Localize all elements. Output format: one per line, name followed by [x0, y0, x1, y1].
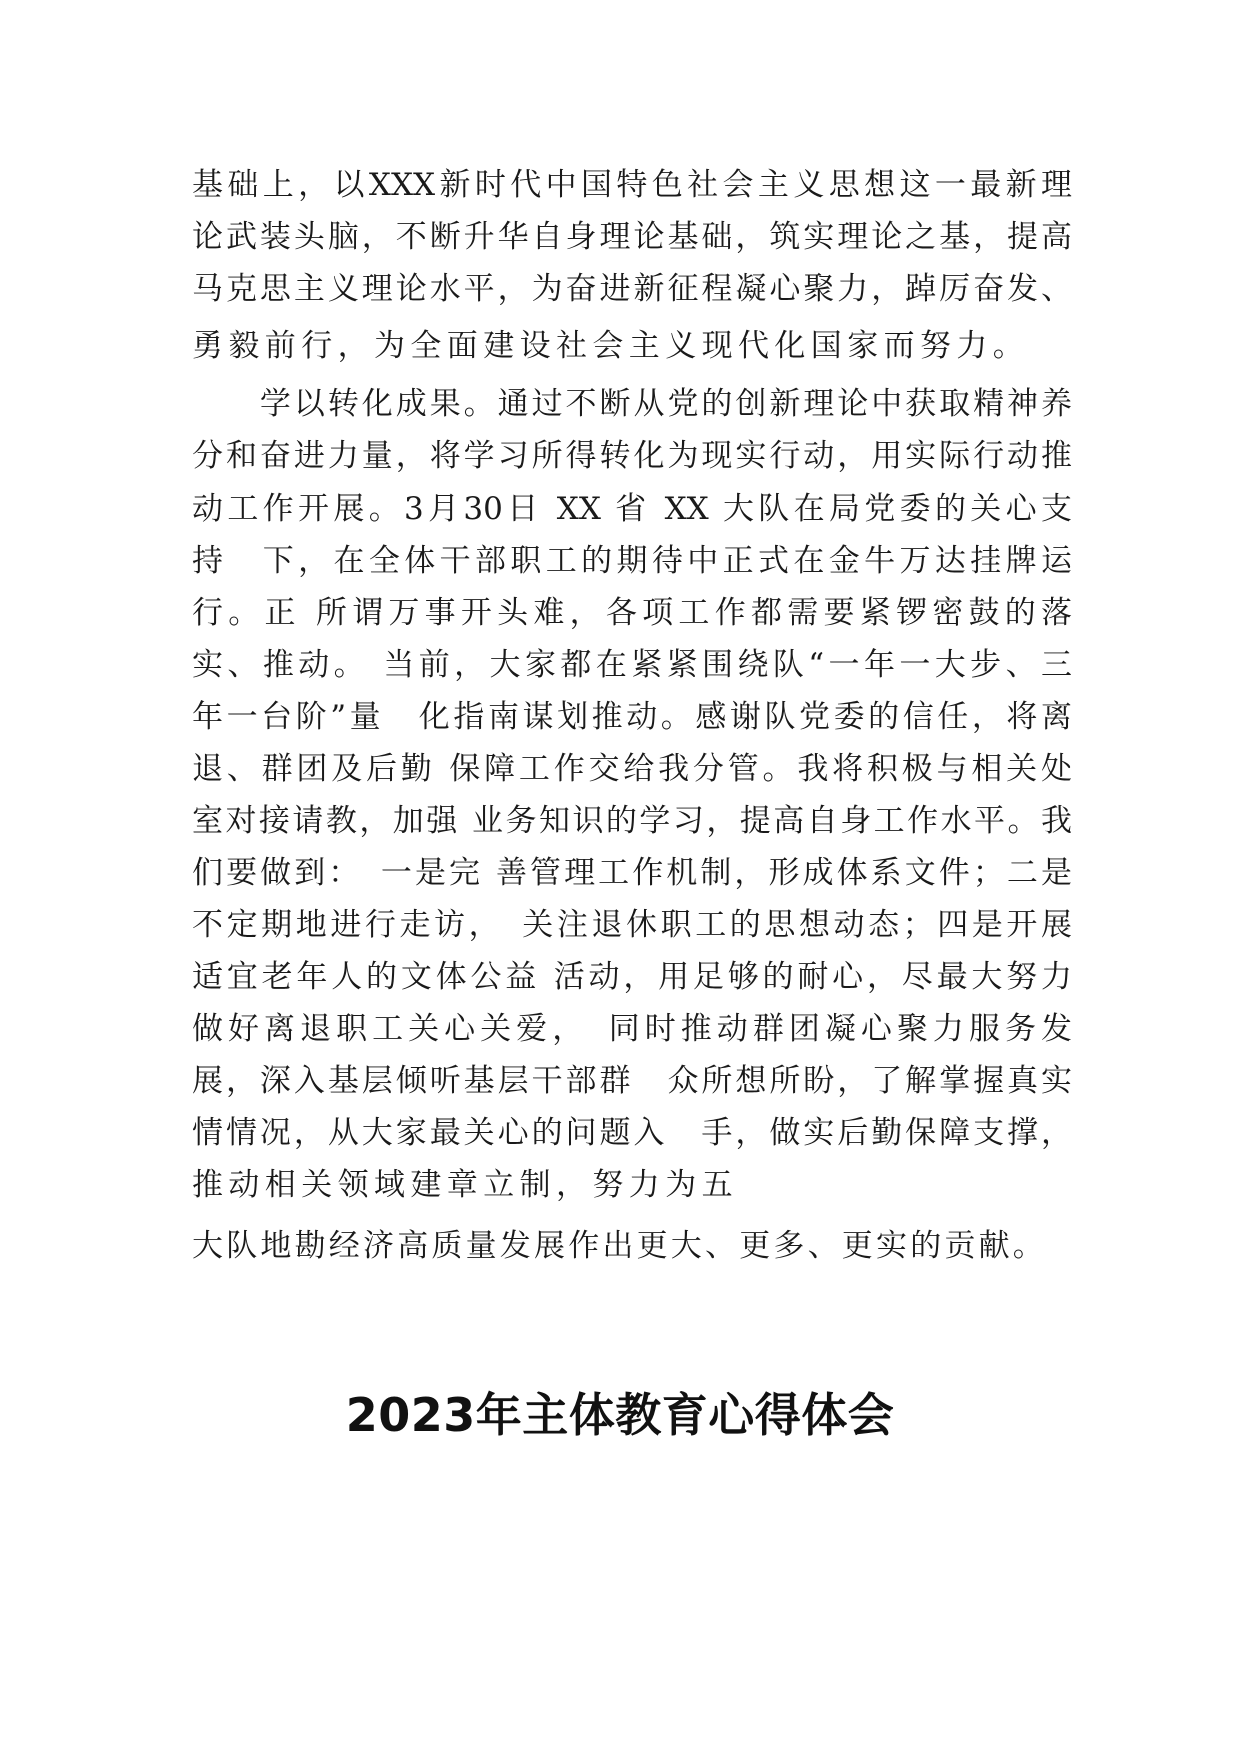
- body-text-line: 展，深入基层倾听基层干部群 众所想所盼，了解掌握真实: [192, 1063, 1072, 1099]
- body-text-line: 勇毅前行，为全面建设社会主义现代化国家而努力。: [192, 328, 1030, 364]
- body-text-line: 们要做到： 一是完 善管理工作机制，形成体系文件；二是: [192, 855, 1072, 891]
- body-text-line: 室对接请教，加强 业务知识的学习，提高自身工作水平。我: [192, 803, 1072, 839]
- body-text-line: 动工作开展。3月30日 XX 省 XX 大队在局党委的关心支: [192, 491, 1072, 527]
- body-text-line: 分和奋进力量，将学习所得转化为现实行动，用实际行动推: [192, 438, 1072, 474]
- body-text-line: 马克思主义理论水平，为奋进新征程凝心聚力，踔厉奋发、: [192, 271, 1072, 307]
- body-text-line: 不定期地进行走访， 关注退休职工的思想动态；四是开展: [192, 907, 1072, 943]
- section-title: 2023年主体教育心得体会: [345, 1388, 895, 1442]
- body-text-line: 做好离退职工关心关爱， 同时推动群团凝心聚力服务发: [192, 1011, 1072, 1047]
- body-text-line: 推动相关领域建章立制，努力为五: [192, 1167, 738, 1203]
- body-text-line: 行。正 所谓万事开头难，各项工作都需要紧锣密鼓的落: [192, 595, 1072, 631]
- body-text-line: 论武装头脑，不断升华自身理论基础，筑实理论之基，提高: [192, 219, 1072, 255]
- body-text-line: 年一台阶”量 化指南谋划推动。感谢队党委的信任，将离: [192, 699, 1072, 735]
- paragraph-first-line: 学以转化成果。通过不断从党的创新理论中获取精神养: [192, 386, 1072, 422]
- body-text-line: 适宜老年人的文体公益 活动，用足够的耐心，尽最大努力: [192, 959, 1072, 995]
- body-text-line: 基础上，以XXX新时代中国特色社会主义思想这一最新理: [192, 167, 1072, 203]
- body-text-line: 情情况，从大家最关心的问题入 手，做实后勤保障支撑，: [192, 1115, 1072, 1151]
- body-text-line: 大队地勘经济高质量发展作出更大、更多、更实的贡献。: [192, 1228, 1047, 1264]
- body-text-line: 退、群团及后勤 保障工作交给我分管。我将积极与相关处: [192, 751, 1072, 787]
- body-text-line: 持 下，在全体干部职工的期待中正式在金牛万达挂牌运: [192, 543, 1072, 579]
- body-text-line: 实、推动。 当前，大家都在紧紧围绕队“一年一大步、三: [192, 647, 1072, 683]
